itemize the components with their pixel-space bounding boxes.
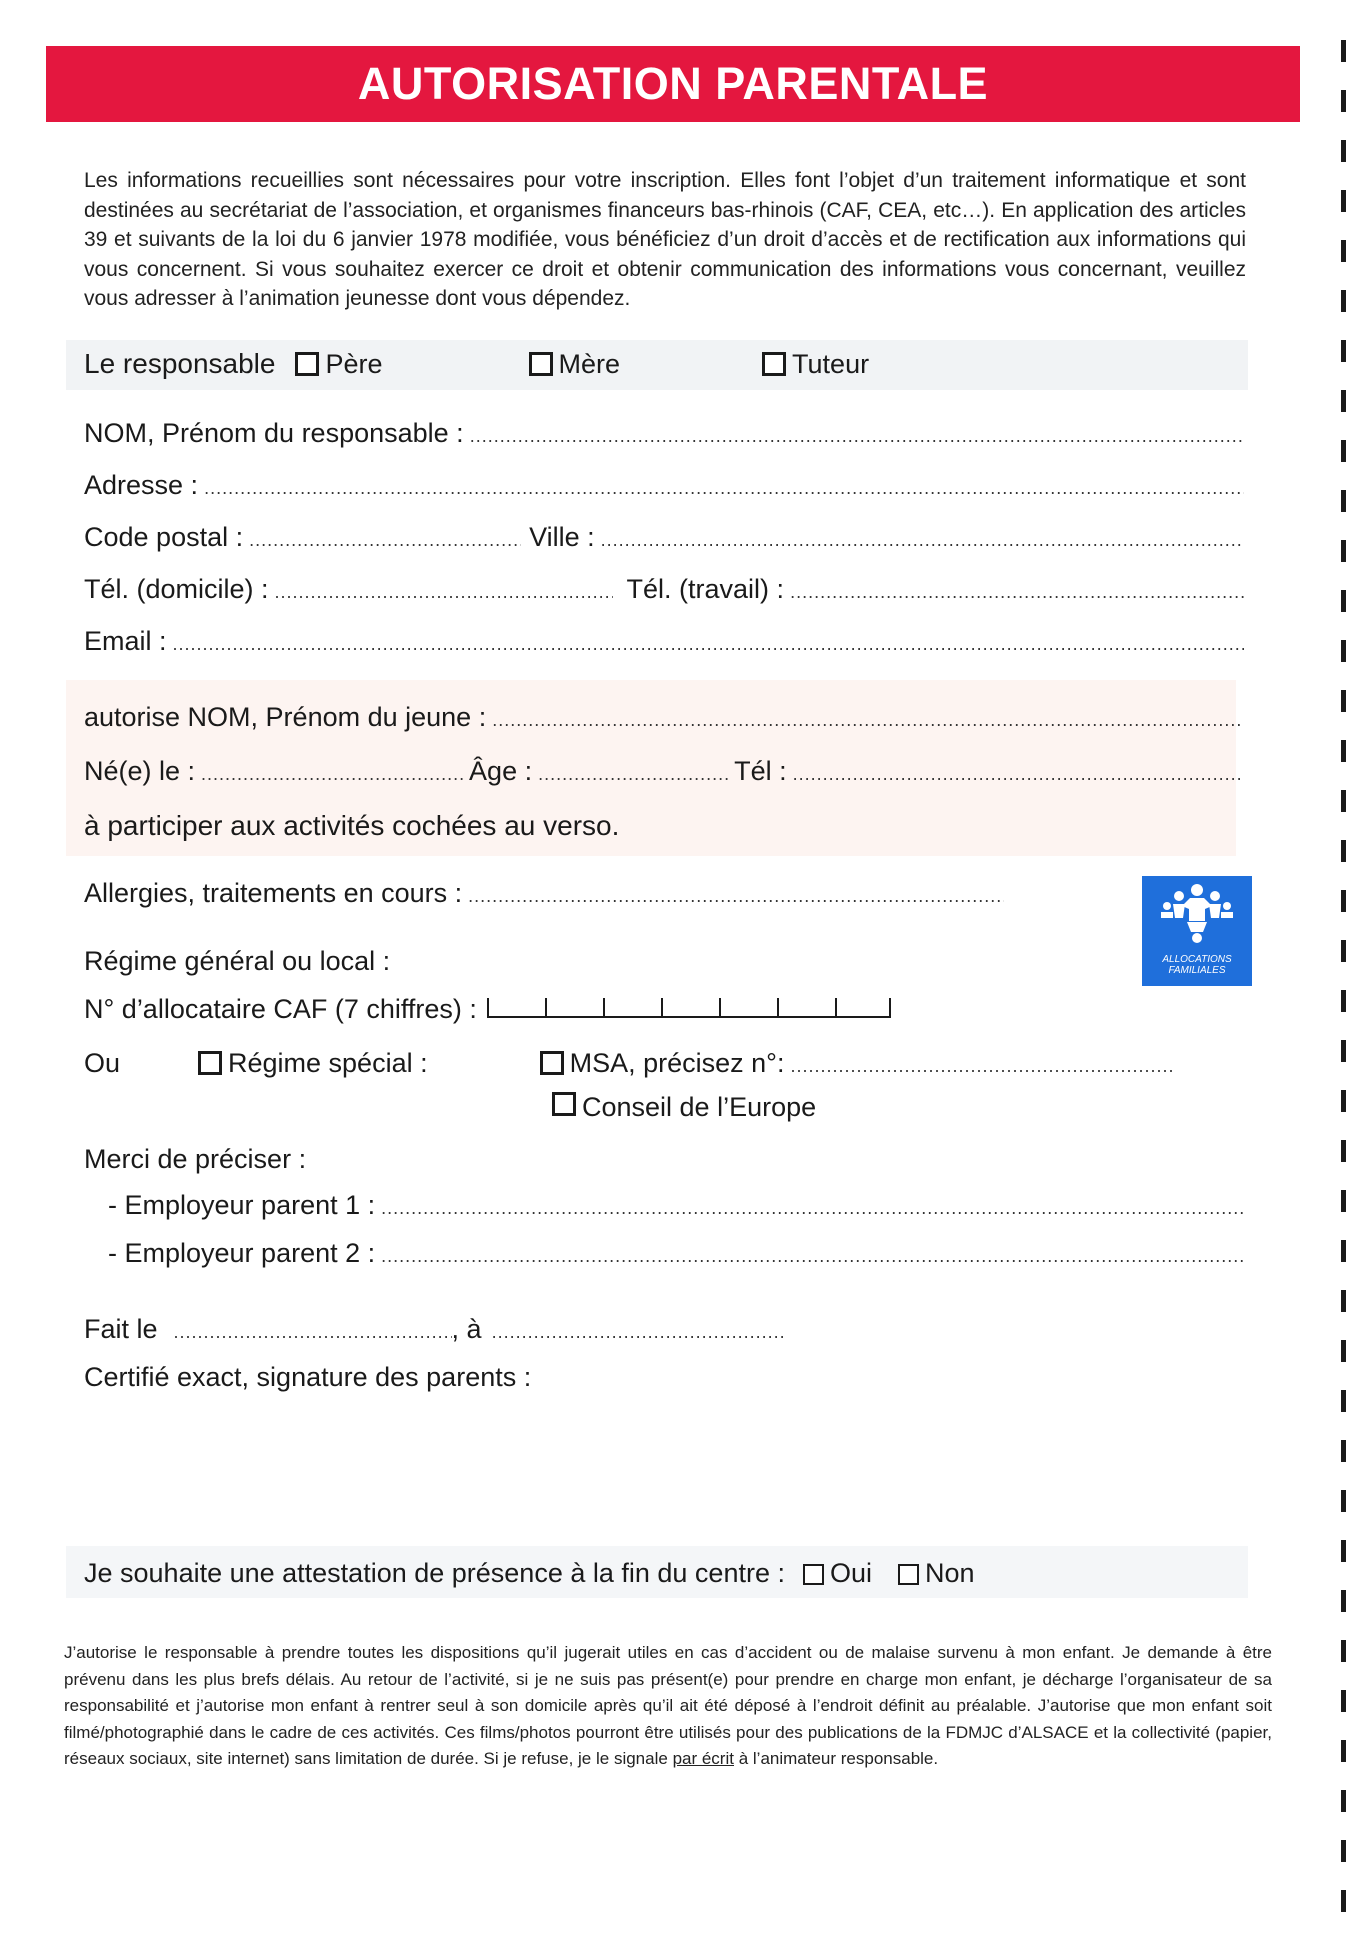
employeur1-label: - Employeur parent 1 : [108, 1190, 376, 1220]
pere-option[interactable] [295, 348, 382, 380]
a-label: , à [451, 1314, 482, 1344]
tel-jeune-label: Tél : [734, 756, 787, 786]
nom-jeune-label: autorise NOM, Prénom du jeune : [84, 702, 487, 732]
msa-option[interactable] [540, 1048, 785, 1079]
caf-digit-box[interactable] [487, 998, 545, 1018]
attestation-row [84, 1558, 975, 1589]
fait-le-row [84, 1314, 786, 1345]
employeur2-label: - Employeur parent 2 : [108, 1238, 376, 1268]
caf-number-row [84, 994, 891, 1025]
allergies-label: Allergies, traitements en cours : [84, 878, 463, 908]
tuteur-option[interactable] [762, 348, 869, 380]
attestation-label: Je souhaite une attestation de présence à la fin du centre : [84, 1558, 785, 1588]
edge-marks [1341, 30, 1346, 1930]
tuteur-label: Tuteur [792, 349, 870, 379]
tel-travail-label: Tél. (travail) : [626, 574, 785, 604]
adresse-dots[interactable] [204, 478, 1244, 499]
caf-family-icon [1157, 882, 1237, 948]
non-label: Non [925, 1558, 975, 1588]
pere-checkbox[interactable] [295, 352, 319, 376]
code-postal-label: Code postal : [84, 522, 244, 552]
regime-special-label: Régime spécial : [228, 1048, 428, 1078]
email-label: Email : [84, 626, 167, 656]
ne-le-dots[interactable] [201, 764, 463, 785]
merci-label: Merci de préciser : [84, 1144, 307, 1174]
responsable-label: Le responsable [84, 348, 276, 379]
conseil-label: Conseil de l’Europe [582, 1092, 817, 1122]
tel-jeune-dots[interactable] [793, 764, 1244, 785]
fait-le-label: Fait le [84, 1314, 158, 1344]
regime-label: Régime général ou local : [84, 946, 391, 976]
msa-checkbox[interactable] [540, 1051, 564, 1075]
mere-label: Mère [558, 349, 621, 379]
ou-label: Ou [84, 1048, 121, 1078]
caf-digit-box[interactable] [545, 998, 603, 1018]
ville-dots[interactable] [601, 530, 1244, 551]
tel-domicile-dots[interactable] [275, 582, 613, 603]
caf-number-label: N° d’allocataire CAF (7 chiffres) : [84, 994, 477, 1024]
mere-option[interactable] [529, 348, 621, 380]
age-dots[interactable] [538, 764, 728, 785]
nom-jeune-field[interactable] [84, 702, 1244, 733]
adresse-field[interactable] [84, 470, 1244, 501]
employeur1-field[interactable] [108, 1190, 1244, 1221]
a-dots[interactable] [492, 1322, 786, 1343]
msa-dots[interactable] [790, 1056, 1174, 1077]
intro-paragraph: Les informations recueillies sont nécessaires pour votre inscription. Elles font l’objet d’un traitement informatique et sont destinées au secrétariat de l’association, et organismes financeurs bas-rhinois (CAF, CEA, etc…). En application des articles 39 et suivants de la loi du 6 janvier 1978 modifiée, vous bénéficiez d’un droit d’accès et de rectification aux informations qui vous concernent. Si vous souhaitez exercer ce droit et obtenir communication des informations vous concernant, veuillez vous adresser à l’animation jeunesse dont vous dépendez. [84, 169, 1246, 310]
nom-responsable-dots[interactable] [470, 426, 1244, 447]
employeur1-dots[interactable] [381, 1198, 1244, 1219]
email-field[interactable] [84, 626, 1244, 657]
tel-travail-dots[interactable] [790, 582, 1244, 603]
caf-number-boxes[interactable] [487, 996, 891, 1018]
nom-responsable-label: NOM, Prénom du responsable : [84, 418, 464, 448]
conseil-checkbox[interactable] [552, 1092, 576, 1116]
mere-checkbox[interactable] [529, 352, 553, 376]
tel-row [84, 574, 1244, 605]
msa-label: MSA, précisez n°: [569, 1048, 785, 1078]
pere-label: Père [325, 349, 383, 379]
participer-row [84, 810, 619, 842]
nom-jeune-dots[interactable] [492, 710, 1244, 731]
oui-label: Oui [829, 1558, 873, 1588]
regime-special-row [84, 1048, 1174, 1079]
caf-digit-box[interactable] [661, 998, 719, 1018]
employeur2-dots[interactable] [381, 1246, 1244, 1267]
caf-digit-box[interactable] [777, 998, 835, 1018]
caf-digit-box[interactable] [835, 998, 891, 1018]
certifie-label: Certifié exact, signature des parents : [84, 1362, 532, 1392]
naissance-row [84, 756, 1244, 787]
ville-label: Ville : [529, 522, 595, 552]
tel-domicile-label: Tél. (domicile) : [84, 574, 269, 604]
regime-special-checkbox[interactable] [198, 1051, 222, 1075]
code-postal-dots[interactable] [249, 530, 521, 551]
tuteur-checkbox[interactable] [762, 352, 786, 376]
allergies-dots[interactable] [468, 886, 1004, 907]
merci-row [84, 1144, 306, 1175]
page-title: AUTORISATION PARENTALE [357, 58, 989, 109]
regime-special-option[interactable] [198, 1048, 428, 1079]
allergies-field[interactable] [84, 878, 1004, 909]
employeur2-field[interactable] [108, 1238, 1244, 1269]
regime-row [84, 946, 390, 977]
fait-le-dots[interactable] [174, 1322, 452, 1343]
ne-le-label: Né(e) le : [84, 756, 196, 786]
consent-text-part2: à l’animateur responsable. [738, 1749, 939, 1768]
non-option[interactable] [898, 1558, 975, 1589]
consent-paragraph [64, 1640, 1272, 1773]
adresse-label: Adresse : [84, 470, 199, 500]
caf-logo [1142, 876, 1252, 986]
consent-underlined: par écrit [672, 1749, 734, 1768]
age-label: Âge : [469, 756, 533, 786]
non-checkbox[interactable] [898, 1564, 919, 1585]
responsable-row [84, 348, 869, 380]
oui-option[interactable] [803, 1558, 872, 1589]
caf-logo-line1: ALLOCATIONS [1162, 954, 1232, 965]
caf-digit-box[interactable] [719, 998, 777, 1018]
code-postal-ville-row [84, 522, 1244, 553]
certifie-row [84, 1362, 531, 1393]
signature-area[interactable] [84, 1404, 1244, 1534]
oui-checkbox[interactable] [803, 1564, 824, 1585]
consent-text-part1: J’autorise le responsable à prendre toutes les dispositions qu’il jugerait utiles en cas d’accident ou de malaise survenu à mon enfant. Je demande à être prévenu dans les plus brefs délais. Au retour de l’activité, si je ne suis pas présent(e) pour prendre en charge mon enfant, je décharge l’organisateur de sa responsabilité et j’autorise mon enfant à rentrer seul à son domicile après qu’il ait été déposé à l’endroit définit au préalable. J’autorise que mon enfant soit filmé/photographié dans le cadre de ces activités. Ces films/photos pourront être utilisés pour des publications de la FDMJC d’ALSACE et la collectivité (papier, réseaux sociaux, site internet) sans limitation de durée. Si je refuse, je le signale [64, 1643, 1272, 1768]
caf-digit-box[interactable] [603, 998, 661, 1018]
email-dots[interactable] [173, 634, 1244, 655]
caf-logo-line2: FAMILIALES [1168, 965, 1226, 976]
participer-text: à participer aux activités cochées au verso. [84, 810, 620, 841]
header-bar [46, 46, 1300, 122]
conseil-row[interactable] [552, 1092, 816, 1123]
nom-responsable-field[interactable] [84, 418, 1244, 449]
